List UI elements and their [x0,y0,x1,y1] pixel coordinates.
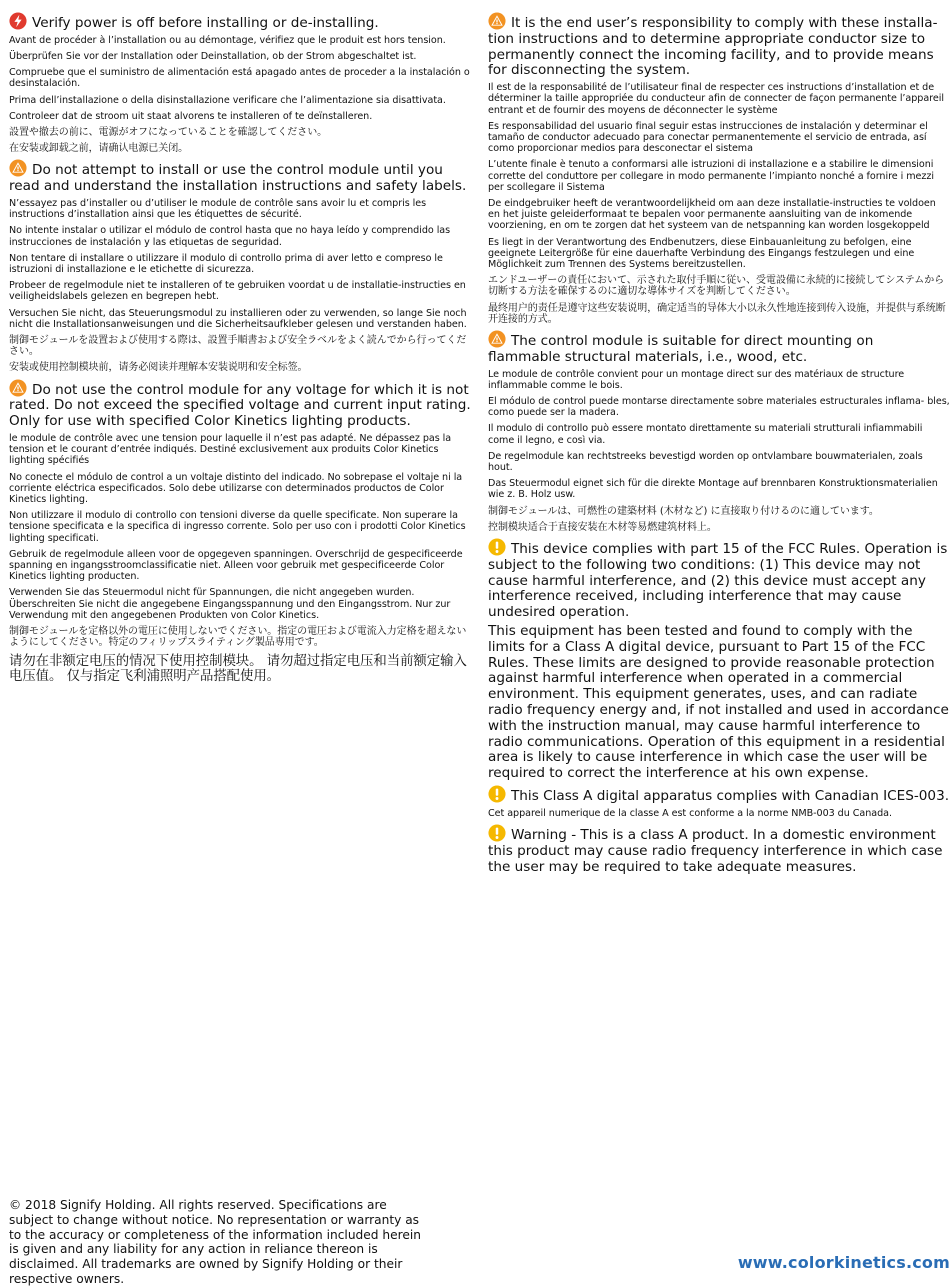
translation-it: Il modulo di controllo può essere montato direttamente su materiali strutturali infiammabili come il legno, e così via. [488,423,923,446]
translation-it: L’utente finale è tenuto a conformarsi alle istruzioni di installazione e a stabilire le dimensioni corrette del conduttore per collegare in modo permanente l’impianto nonché a fornire i mezzi per scollegare il Sistema [488,159,934,193]
translation-ja: 設置や撤去の前に、電源がオフになっていることを確認してください。 [9,127,328,139]
safety-section-read-instructions [9,159,471,373]
translation-fr: le module de contrôle avec une tension pour laquelle il n’est pas adapté. Ne dépassez pas la tension et le courant d’entrée indiqués. Destiné exclusivement aux produits Color Kinetics lighting spécifiés [9,433,452,467]
translation-fr: N’essayez pas d’installer ou d’utiliser le module de contrôle sans avoir lu et compris les instructions d’installation ainsi que les étiquettes de sécurité. [9,198,427,221]
translation-nl: Controleer dat de stroom uit staat alvorens te installeren of te deïnstalleren. [9,110,373,122]
caution-exclamation-icon [488,824,506,842]
safety-section-flammable-mounting [488,330,950,533]
translation-es: Compruebe que el suministro de alimentación está apagado antes de proceder a la instalación o desinstalación. [9,67,470,90]
translation-es: El módulo de control puede montarse directamente sobre materiales estructurales inflama- bles, como puede ser la madera. [488,396,950,419]
translation-it: Non utilizzare il modulo di controllo con tensioni diverse da quelle specificate. Non superare la tensione specificata e la specifica di ingresso corrente. Solo per uso con i prodotti Color Kinetics lighting specificati. [9,510,466,544]
section-heading: Do not use the control module for any voltage for which it is not rated. Do not exceed the specified voltage and current input rating. Only for use with specified Color Kinetics lighting products. [9,379,471,430]
translation-de: Versuchen Sie nicht, das Steuerungsmodul zu installieren oder zu verwenden, so lange Sie noch nicht die Installationsanweisungen und die Sicherheitsaufkleber gelesen und verstanden haben. [9,307,467,330]
warning-triangle-icon [488,330,506,348]
warning-triangle-icon [488,12,506,30]
section-heading: The control module is suitable for direct mounting on flammable structural materials, i.e., wood, etc. [488,330,950,366]
translation-zh: 控制模块适合于直接安装在木材等易燃建筑材料上。 [488,521,717,533]
translation-de: Verwenden Sie das Steuermodul nicht für Spannungen, die nicht angegeben wurden. Überschreiten Sie nicht die angegebene Eingangsspannung und den Eingangsstrom. Nur zur Verwendung mit den angegebenen Produkten von Color Kinetics. [9,587,451,621]
right-column [488,12,950,878]
translation-ja: エンドユーザーの責任において、示された取付手順に従い、受電設備に永続的に接続してシステムから切断する方法を確保するのに適切な導体サイズを判断してください。 [488,275,945,298]
section-heading: Verify power is off before installing or de-installing. [9,12,471,32]
safety-section-power-off [9,12,471,154]
caution-exclamation-icon [488,785,506,803]
safety-section-end-user-responsibility [488,12,950,325]
translation-ja: 制御モジュールは、可燃性の建築材料 (木材など) に直接取り付けるのに適しています。 [488,505,879,517]
translation-it: Non tentare di installare o utilizzare il modulo di controllo prima di aver letto e compreso le istruzioni di installazione e le etichette di sicurezza. [9,252,443,276]
translation-fr: Le module de contrôle convient pour un montage direct sur des matériaux de structure inflammable comme le bois. [488,368,905,391]
translation-zh: 安装或使用控制模块前，请务必阅读并理解本安装说明和安全标签。 [9,362,308,374]
translation-it: Prima dell’installazione o della disinstallazione verificare che l’alimentazione sia disattivata. [9,94,446,106]
translation-de: Es liegt in der Verantwortung des Endbenutzers, diese Einbauanleitung zu befolgen, eine geeignete Leitergröße für eine dauerhafte Verbindung des Eingangs festzulegen und eine Möglichkeit zum Trennen des Systems bereitzustellen. [488,236,915,271]
translation-zh: 请勿在非额定电压的情况下使用控制模块。 请勿超过指定电压和当前额定输入电压值。 仅与指定飞利浦照明产品搭配使用。 [9,653,467,685]
fcc-class-a-statement: This equipment has been tested and found to comply with the limits for a Class A digital device, pursuant to Part 15 of the FCC Rules. These limits are designed to provide reasonable protection against harmful interference when operated in a commercial environment. This equipment generates, uses, and can radiate radio frequency energy and, if not installed and used in accordance with the instruction manual, may cause harmful interference to radio communications. Operation of this equipment in a residential area is likely to cause interference in which case the user will be required to correct the interference at his own expense. [488,623,949,782]
translation-nl: Gebruik de regelmodule alleen voor de opgegeven spanningen. Overschrijd de gespecificeerde spanning en ingangsstroomclassificatie niet. Alleen voor gebruik met gespecificeerde Color Kinetics lighting producten. [9,548,463,583]
fcc-compliance-section [488,538,950,782]
translation-ja: 制御モジュールを設置および使用する際は、設置手順書および安全ラベルをよく読んでから行ってください。 [9,335,467,358]
copyright-notice: © 2018 Signify Holding. All rights reserved. Specifications are subject to change without notice. No representation or warranty as to the accuracy or completeness of the information included herein is given and any liability for any action in reliance thereon is disclaimed. All trademarks are owned by Signify Holding or their respective owners. [9,1198,421,1286]
translation-es: No conecte el módulo de control a un voltaje distinto del indicado. No sobrepase el voltaje ni la corriente eléctrica especificados. Solo debe utilizarse con determinados productos de Color Kinetics lighting. [9,471,463,506]
translation-fr: Avant de procéder à l’installation ou au démontage, vérifiez que le produit est hors tension. [9,34,446,46]
translation-nl: De eindgebruiker heeft de verantwoordelijkheid om aan deze installatie-instructies te voldoen en het juiste geleiderformaat te bepalen voor permanente aansluiting van de inkomende voorziening, en om te zorgen dat het systeem van de netspanning kan worden losgekoppeld [488,198,936,232]
warning-triangle-icon [9,159,27,177]
translation-fr: Il est de la responsabilité de l’utilisateur final de respecter ces instructions d’installation et de déterminer la taille appropriée du conducteur afin de connecter de façon permanente l’appareil entrant et de fournir des moyens de déconnecter le système [488,82,944,116]
section-heading: This device complies with part 15 of the FCC Rules. Operation is subject to the following two conditions: (1) This device may not cause harmful interference, and (2) this device must accept any interference received, including interference that may cause undesired operation. [488,538,950,621]
left-column [9,12,471,690]
safety-section-voltage [9,379,471,685]
section-heading: This Class A digital apparatus complies with Canadian ICES-003. [488,785,950,805]
translation-nl: Probeer de regelmodule niet te installeren of te gebruiken voordat u de installatie-instructies en veiligheidslabels gelezen en begrepen hebt. [9,280,466,303]
section-heading: Warning - This is a class A product. In a domestic environment this product may cause radio frequency interference in which case the user may be required to take adequate measures. [488,824,950,875]
translation-es: No intente instalar o utilizar el módulo de control hasta que no haya leído y comprendido las instrucciones de instalación y las etiquetas de seguridad. [9,225,451,248]
translation-de: Überprüfen Sie vor der Installation oder Deinstallation, ob der Strom abgeschaltet ist. [9,51,417,62]
warning-triangle-icon [9,379,27,397]
section-heading: Do not attempt to install or use the control module until you read and understand the installation instructions and safety labels. [9,159,471,195]
translation-zh: 最终用户的责任是遵守这些安装说明，确定适当的导体大小以永久性地连接到传入设施，并提供与系统断开连接的方式。 [488,302,946,325]
translation-zh: 在安装或卸载之前，请确认电源已关闭。 [9,143,189,155]
translation-es: Es responsabilidad del usuario final seguir estas instrucciones de instalación y determinar el tamaño de conductor adecuado para conectar permanentemente el servicio de entrada, así como proporcionar medios para desconectar el sistema [488,120,928,155]
class-a-warning-section [488,824,950,875]
website-link[interactable]: www.colorkinetics.com [737,1253,950,1272]
translation-de: Das Steuermodul eignet sich für die direkte Montage auf brennbaren Konstruktionsmaterialien wie z. B. Holz usw. [488,478,938,501]
caution-exclamation-icon [488,538,506,556]
section-heading: It is the end user’s responsibility to comply with these installa- tion instructions and to determine appropriate conductor size to permanently connect the incoming facility, and to provide means for disconnecting the system. [488,12,950,79]
ices-compliance-section [488,785,950,819]
translation-ja: 制御モジュールを定格以外の電圧に使用しないでください。指定の電圧および電流入力定格を超えないようにしてください。特定のフィリップスライティング製品専用です。 [9,626,467,649]
translation-nl: De regelmodule kan rechtstreeks bevestigd worden op ontvlambare bouwmaterialen, zoals hout. [488,450,923,474]
translation-fr: Cet appareil numerique de la classe A est conforme a la norme NMB-003 du Canada. [488,807,892,819]
electrical-hazard-icon [9,12,27,30]
